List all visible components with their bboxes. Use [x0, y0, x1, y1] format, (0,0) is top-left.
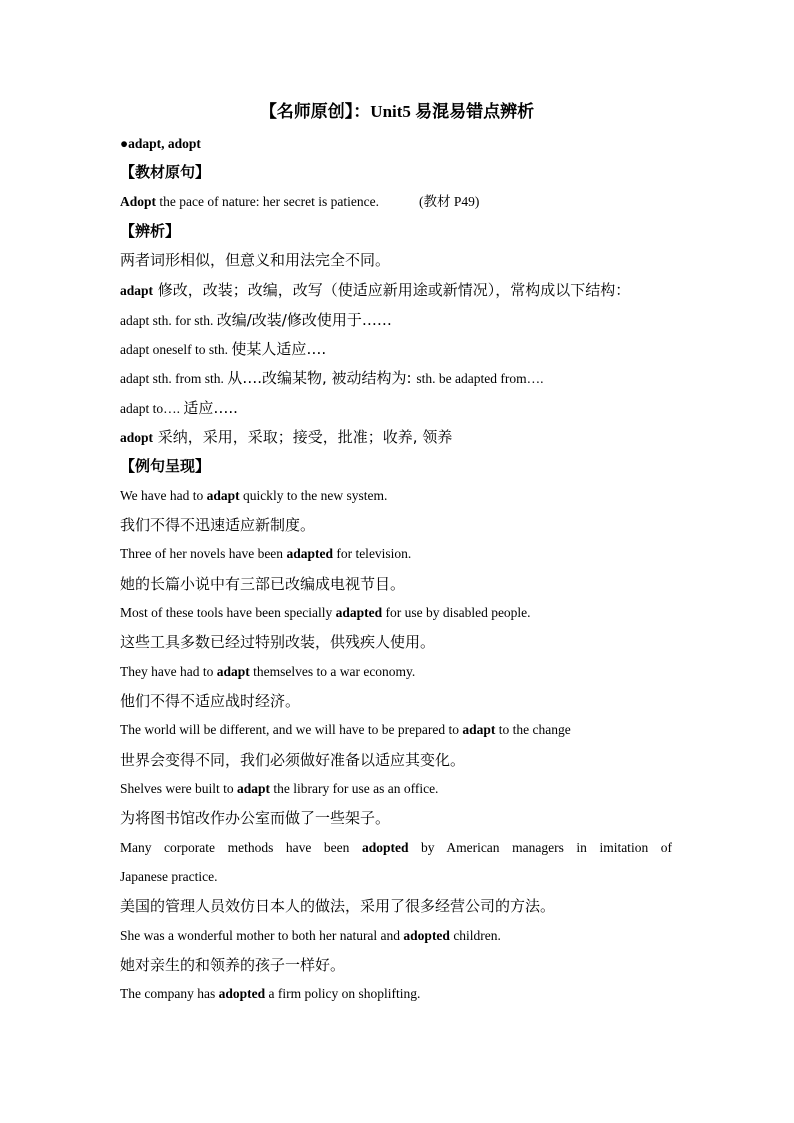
usage-3-en: adapt sth. from sth. [120, 371, 228, 386]
example-6-zh: 为将图书馆改作办公室而做了一些架子。 [120, 809, 391, 827]
example-text: Most of these tools have been specially [120, 605, 336, 620]
example-3-zh: 这些工具多数已经过特别改装，供残疾人使用。 [120, 633, 436, 651]
example-keyword: adopted [361, 840, 409, 855]
example-6-en [120, 779, 720, 799]
example-keyword: adapt [462, 722, 496, 737]
example-4-zh: 他们不得不适应战时经济。 [120, 692, 301, 710]
original-sentence-text: the pace of nature: her secret is patience. [156, 194, 380, 209]
example-2-zh: 她的长篇小说中有三部已改编成电视节目。 [120, 575, 406, 593]
example-3-en [120, 603, 720, 623]
page-title: 【名师原创】：Unit5 易混易错点辨析 [259, 102, 535, 121]
example-text: quickly to the new system. [239, 488, 388, 503]
section-analysis-heading: 【辨析】 [120, 222, 181, 240]
analysis-intro: 两者词形相似，但意义和用法完全不同。 [120, 251, 391, 269]
section-original-heading: 【教材原句】 [120, 163, 211, 181]
example-5-zh: 世界会变得不同，我们必须做好准备以适应其变化。 [120, 751, 466, 769]
usage-2-en: adapt oneself to sth. [120, 342, 232, 357]
example-keyword: adapted [335, 605, 383, 620]
adapt-usage-1 [120, 310, 720, 331]
adapt-definition [120, 280, 720, 301]
adopt-word: adopt [120, 430, 154, 445]
original-keyword: Adopt [120, 194, 157, 209]
example-keyword: adopted [403, 928, 450, 943]
adapt-usage-3 [120, 368, 720, 389]
adapt-usage-4 [120, 398, 720, 419]
example-text: The company has [120, 986, 219, 1001]
usage-4-en: adapt to…. [120, 401, 184, 416]
example-text: to the change [495, 722, 571, 737]
topic-heading: ●adapt, adopt [120, 136, 201, 151]
example-text: She was a wonderful mother to both her natural and [120, 928, 404, 943]
adapt-usage-2 [120, 339, 720, 360]
usage-4-zh: 适应….. [183, 399, 238, 417]
example-text: We have had to [120, 488, 207, 503]
example-text: They have had to [120, 664, 217, 679]
example-text: a firm policy on shoplifting. [265, 986, 421, 1001]
example-text: for television. [332, 546, 412, 561]
example-7-zh: 美国的管理人员效仿日本人的做法，采用了很多经营公司的方法。 [120, 897, 556, 915]
example-text: by American managers in imitation of [408, 840, 672, 855]
example-1-en [120, 486, 720, 506]
example-9-en [120, 984, 720, 1004]
original-source: (教材 P49) [419, 194, 480, 209]
example-8-en [120, 926, 720, 946]
example-keyword: adapted [286, 546, 333, 561]
adopt-definition [120, 427, 720, 448]
example-text: The world will be different, and we will have to be prepared to [120, 722, 463, 737]
example-keyword: adapt [216, 664, 250, 679]
example-text: children. [449, 928, 501, 943]
example-2-en [120, 544, 720, 564]
adopt-meaning: 采纳，采用，采取；接受，批准；收养, 领养 [153, 428, 453, 446]
example-keyword: adopted [218, 986, 266, 1001]
example-7-en-cont: Japanese practice. [120, 869, 218, 884]
adapt-word: adapt [120, 283, 154, 298]
example-keyword: adapt [236, 781, 270, 796]
example-keyword: adapt [206, 488, 240, 503]
section-examples-heading: 【例句呈现】 [120, 457, 211, 475]
usage-3-zh: 从….改编某物, 被动结构为: [227, 369, 417, 387]
example-text: Shelves were built to [120, 781, 237, 796]
example-text: Many corporate methods have been [120, 840, 362, 855]
example-7-en [120, 838, 672, 858]
usage-3-tail: sth. be adapted from…. [416, 371, 544, 386]
example-text: for use by disabled people. [382, 605, 531, 620]
usage-1-zh: 改编/改装/修改使用于…… [216, 311, 392, 329]
example-text: the library for use as an office. [270, 781, 439, 796]
example-8-zh: 她对亲生的和领养的孩子一样好。 [120, 956, 346, 974]
example-text: Three of her novels have been [120, 546, 287, 561]
example-1-zh: 我们不得不迅速适应新制度。 [120, 516, 316, 534]
example-5-en [120, 720, 720, 740]
usage-1-en: adapt sth. for sth. [120, 313, 217, 328]
adapt-meaning: 修改，改装；改编，改写（使适应新用途或新情况），常构成以下结构： [153, 281, 631, 299]
example-4-en [120, 662, 720, 682]
usage-2-zh: 使某人适应…. [231, 340, 327, 358]
example-text: themselves to a war economy. [249, 664, 416, 679]
original-sentence [120, 192, 720, 212]
